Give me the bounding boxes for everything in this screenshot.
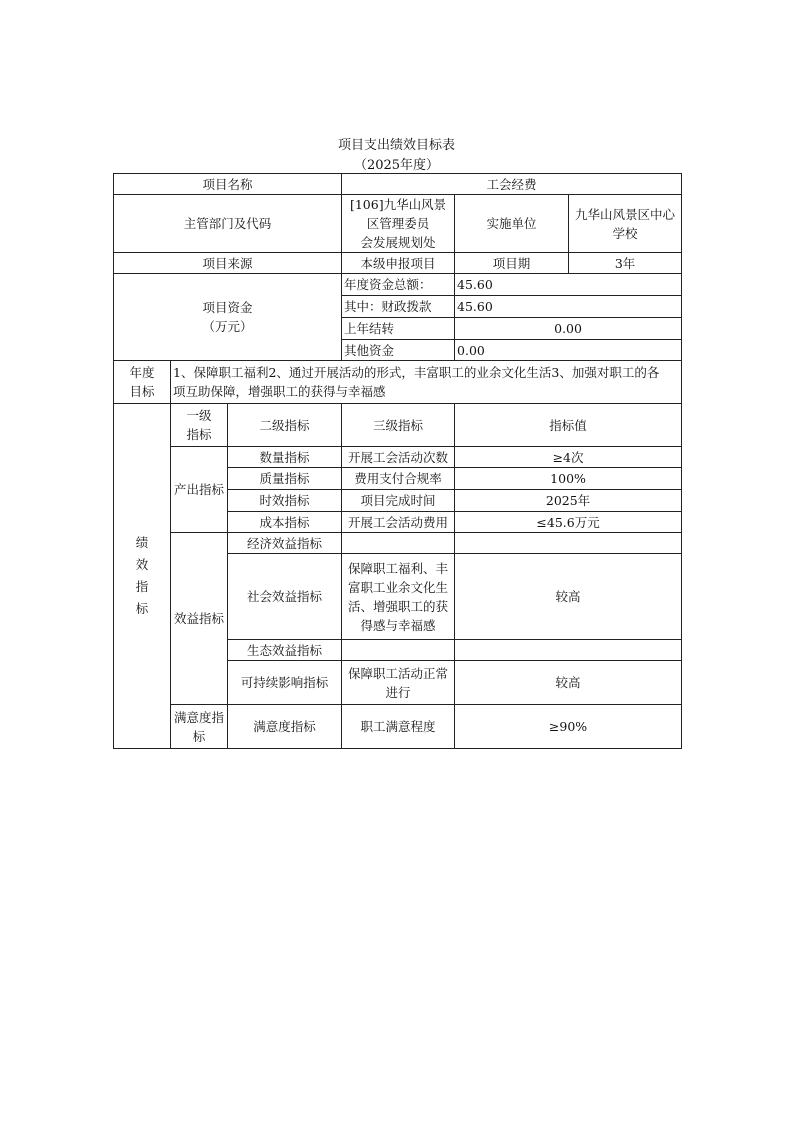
table-row: [114, 533, 682, 554]
row-indicator-header: [114, 404, 682, 447]
funds-label-line: （万元）: [202, 319, 253, 334]
benefit-level2-sustainable: 可持续影响指标: [228, 661, 342, 705]
row-source: [114, 253, 682, 274]
output-value: 100%: [455, 468, 682, 490]
implementing-unit-value: [569, 195, 682, 253]
header-value: 指标值: [455, 404, 682, 447]
output-value: ≤45.6万元: [455, 512, 682, 533]
document-title: 项目支出绩效目标表: [337, 138, 455, 153]
satisfaction-indicators-label: [171, 705, 228, 749]
benefit-level3-sustainable-line: 保障职工活动正常: [348, 665, 449, 681]
funds-fiscal-value: 45.60: [455, 296, 682, 318]
performance-table: [113, 173, 682, 749]
benefit-value-social: 较高: [455, 554, 682, 640]
table-row: [114, 705, 682, 749]
benefit-level3-sustainable: [342, 661, 455, 705]
annual-goal-label: [114, 361, 171, 404]
source-label: 项目来源: [114, 253, 342, 274]
funds-label: [114, 274, 342, 361]
project-name-label: 项目名称: [114, 174, 342, 195]
satisfaction-label-line: 标: [192, 728, 206, 744]
benefit-level3-social-line: 得感与幸福感: [360, 617, 436, 633]
period-value: 3年: [569, 253, 682, 274]
performance-indicators-char: 效: [135, 557, 149, 572]
benefit-value-economic: [455, 533, 682, 554]
benefit-level2-ecological: 生态效益指标: [228, 640, 342, 661]
benefit-level3-economic: [342, 533, 455, 554]
funds-other-label: 其他资金: [342, 340, 455, 361]
period-label: 项目期: [455, 253, 569, 274]
satisfaction-label-line: 满意度指: [173, 709, 224, 725]
implementing-unit-line: 九华山风景区中心: [575, 206, 676, 222]
annual-goal-label-line: 目标: [129, 384, 155, 399]
benefit-level2-social: 社会效益指标: [228, 554, 342, 640]
benefit-indicators-label: 效益指标: [171, 533, 228, 705]
header-level1-line: 一级: [186, 408, 212, 423]
benefit-level3-social: [342, 554, 455, 640]
funds-carryover-label: 上年结转: [342, 318, 455, 340]
benefit-value-ecological: [455, 640, 682, 661]
department-label: 主管部门及代码: [114, 195, 342, 253]
annual-goal-line: 1、保障职工福利2、通过开展活动的形式，丰富职工的业余文化生活3、加强对职工的各: [173, 365, 660, 380]
table-row: [114, 447, 682, 468]
output-level2: 质量指标: [228, 468, 342, 490]
benefit-level3-social-line: 富职工业余文化生: [348, 579, 449, 595]
output-value: 2025年: [455, 490, 682, 512]
header-level3: 三级指标: [342, 404, 455, 447]
output-level3: 开展工会活动费用: [342, 512, 455, 533]
funds-fiscal-label: 其中：财政拨款: [342, 296, 455, 318]
output-value: ≥4次: [455, 447, 682, 468]
performance-indicators-char: 指: [135, 579, 149, 594]
output-level3: 费用支付合规率: [342, 468, 455, 490]
benefit-level3-social-line: 保障职工福利、丰: [348, 560, 449, 576]
header-level1: [171, 404, 228, 447]
funds-total-value: 45.60: [455, 274, 682, 296]
header-level2: 二级指标: [228, 404, 342, 447]
department-line: [106]九华山风景区管理委员: [349, 197, 447, 231]
annual-goal-label-line: 年度: [129, 365, 155, 380]
project-name-value: 工会经费: [342, 174, 682, 195]
funds-label-line: 项目资金: [202, 300, 253, 315]
output-level2: 数量指标: [228, 447, 342, 468]
benefit-level3-sustainable-line: 进行: [385, 684, 411, 700]
output-indicators-label: 产出指标: [171, 447, 228, 533]
source-value: 本级申报项目: [342, 253, 455, 274]
department-value: [342, 195, 455, 253]
benefit-level3-social-line: 活、增强职工的获: [348, 598, 449, 614]
row-department: [114, 195, 682, 253]
satisfaction-level3: 职工满意程度: [342, 705, 455, 749]
funds-carryover-value: 0.00: [455, 318, 682, 340]
satisfaction-level2: 满意度指标: [228, 705, 342, 749]
implementing-unit-label: 实施单位: [455, 195, 569, 253]
department-line: 会发展规划处: [360, 235, 436, 250]
implementing-unit-line: 学校: [612, 225, 638, 241]
funds-total-label: 年度资金总额：: [342, 274, 455, 296]
output-level2: 时效指标: [228, 490, 342, 512]
row-funds-total: [114, 274, 682, 296]
satisfaction-value: ≥90%: [455, 705, 682, 749]
row-project-name: [114, 174, 682, 195]
output-level3: 项目完成时间: [342, 490, 455, 512]
funds-other-value: 0.00: [455, 340, 682, 361]
benefit-value-sustainable: 较高: [455, 661, 682, 705]
performance-indicators-label: [114, 404, 171, 749]
annual-goal-text: [171, 361, 682, 404]
annual-goal-line: 项互助保障，增强职工的获得与幸福感: [173, 384, 386, 399]
performance-indicators-char: 标: [135, 601, 149, 616]
document-year: （2025年度）: [353, 158, 440, 173]
benefit-level3-ecological: [342, 640, 455, 661]
row-annual-goal: [114, 361, 682, 404]
performance-indicators-char: 绩: [135, 535, 149, 550]
benefit-level2-economic: 经济效益指标: [228, 533, 342, 554]
output-level3: 开展工会活动次数: [342, 447, 455, 468]
header-level1-line: 指标: [186, 427, 212, 442]
output-level2: 成本指标: [228, 512, 342, 533]
